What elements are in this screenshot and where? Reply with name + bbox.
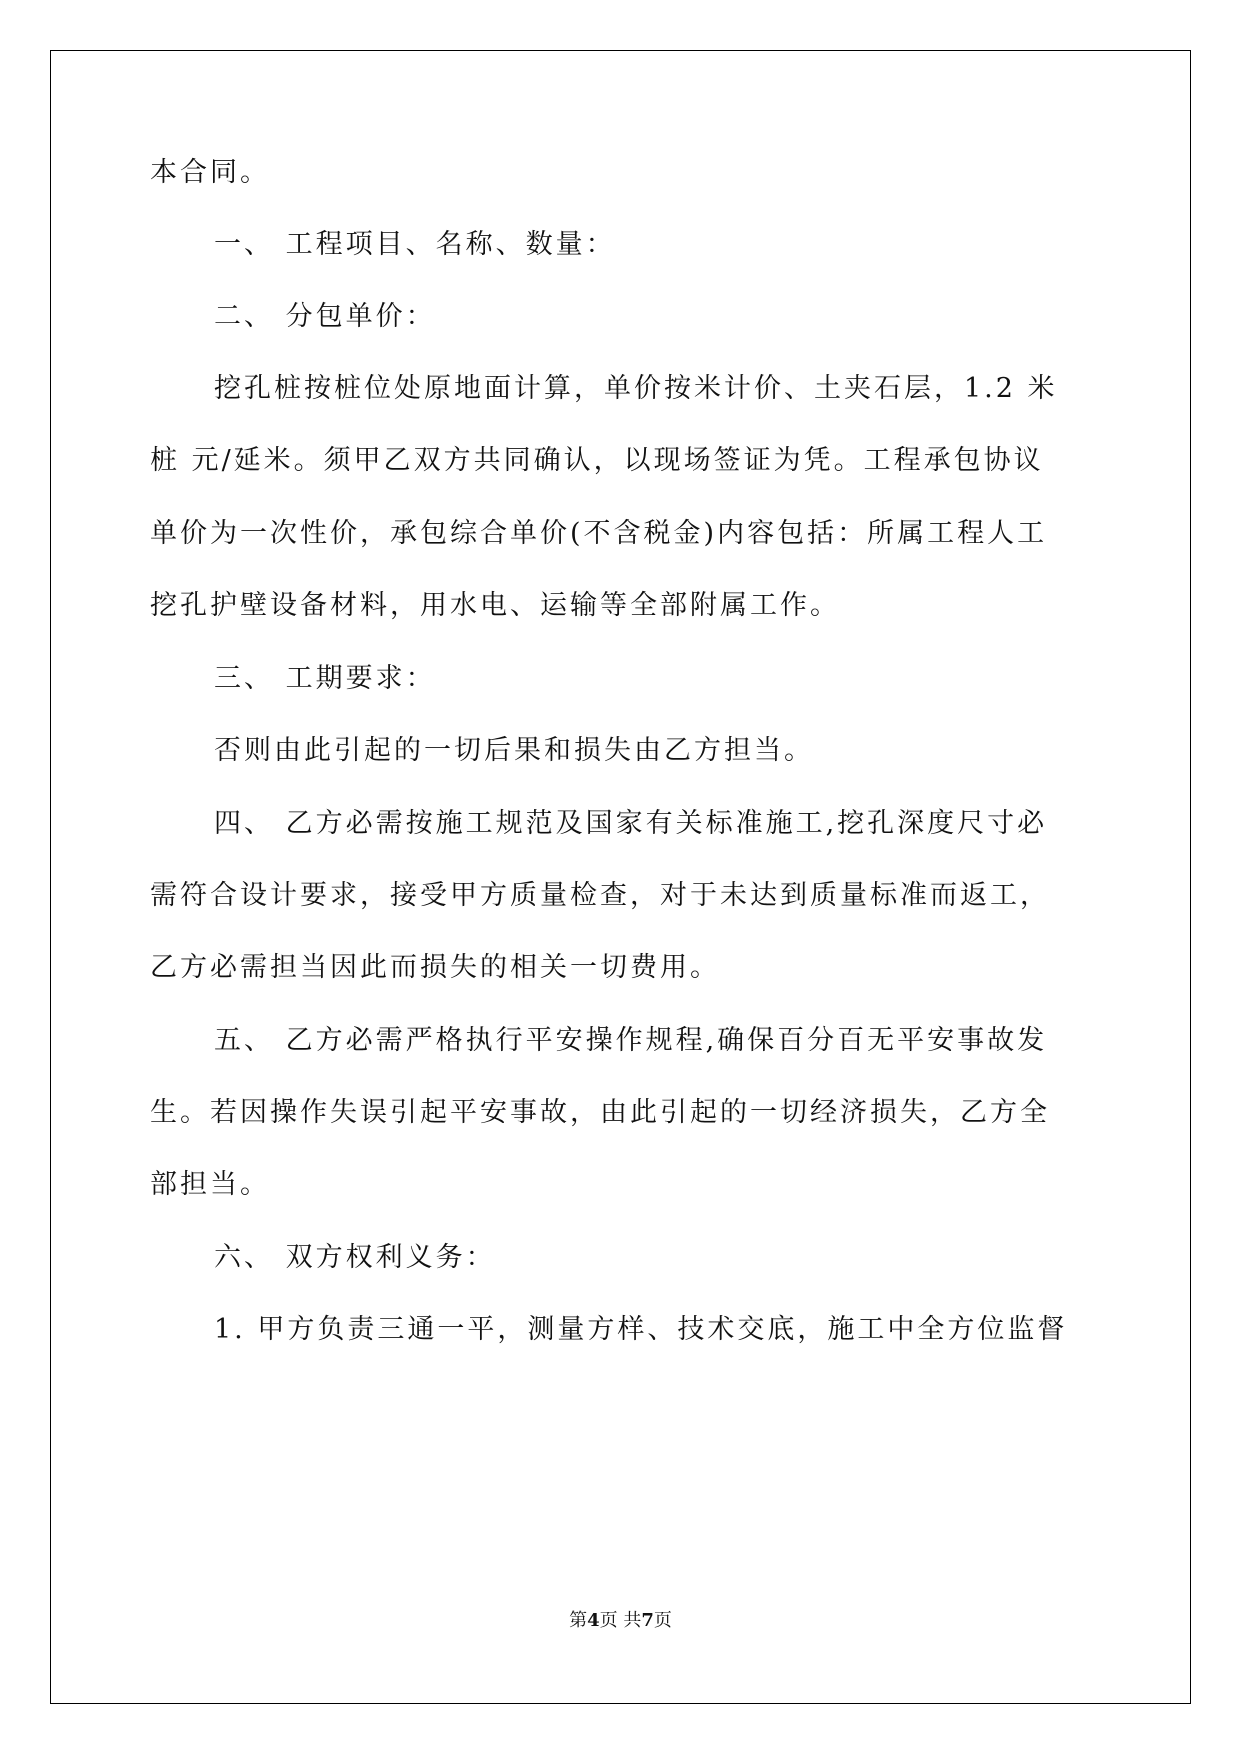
footer-mid: 页 共 xyxy=(599,1610,642,1631)
current-page-number: 4 xyxy=(587,1610,600,1631)
section-heading-4: 四、 乙方必需按施工规范及国家有关标准施工,挖孔深度尺寸必 xyxy=(214,808,1048,839)
body-line: 生。若因操作失误引起平安事故，由此引起的一切经济损失，乙方全 xyxy=(150,1097,1050,1128)
body-line: 否则由此引起的一切后果和损失由乙方担当。 xyxy=(214,735,814,766)
body-line: 挖孔护壁设备材料，用水电、运输等全部附属工作。 xyxy=(150,590,840,621)
body-line: 本合同。 xyxy=(150,157,270,188)
footer-prefix: 第 xyxy=(569,1610,588,1631)
section-heading-5: 五、 乙方必需严格执行平安操作规程,确保百分百无平安事故发 xyxy=(214,1025,1048,1056)
page-footer xyxy=(0,1606,1241,1632)
body-line: 乙方必需担当因此而损失的相关一切费用。 xyxy=(150,952,720,983)
body-line: 部担当。 xyxy=(150,1169,270,1200)
footer-suffix: 页 xyxy=(653,1610,672,1631)
list-item: 1. 甲方负责三通一平，测量方样、技术交底，施工中全方位监督 xyxy=(214,1314,1068,1345)
section-heading-3: 三、 工期要求： xyxy=(214,663,436,694)
section-heading-6: 六、 双方权利义务： xyxy=(214,1242,496,1273)
total-page-number: 7 xyxy=(641,1610,654,1631)
body-line: 挖孔桩按桩位处原地面计算，单价按米计价、土夹石层，1.2 米 xyxy=(214,373,1058,404)
body-line: 需符合设计要求，接受甲方质量检查，对于未达到质量标准而返工， xyxy=(150,880,1050,911)
section-heading-1: 一、 工程项目、名称、数量： xyxy=(214,229,616,260)
section-heading-2: 二、 分包单价： xyxy=(214,301,436,332)
body-line: 单价为一次性价，承包综合单价(不含税金)内容包括：所属工程人工 xyxy=(150,518,1048,549)
body-line: 桩 元/延米。须甲乙双方共同确认，以现场签证为凭。工程承包协议 xyxy=(150,445,1044,476)
